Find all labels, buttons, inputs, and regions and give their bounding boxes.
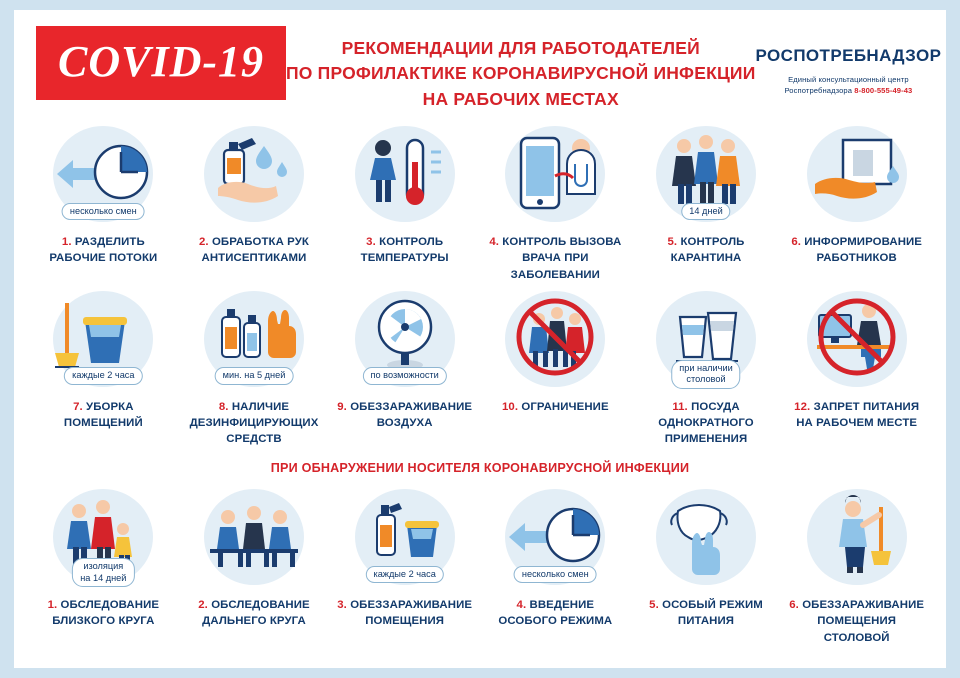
recommendation-item-2-caption: 2. ОБРАБОТКА РУК АНТИСЕПТИКАМИ (199, 236, 309, 265)
recommendation-item-12 (781, 283, 932, 448)
recommendation-item-10-caption: 10. ОГРАНИЧЕНИЕ (501, 400, 609, 413)
poster-header (14, 10, 946, 112)
cleaner-woman-icon-art (797, 485, 917, 589)
org-sub-line-1: Единый консультационный центр (788, 75, 909, 84)
recommendation-item-6-caption: 6. ИНФОРМИРОВАНИЕ РАБОТНИКОВ (791, 236, 922, 265)
recommendation-item-8 (179, 283, 330, 448)
recommendation-item-5-caption: 5. КОНТРОЛЬ КАРАНТИНА (667, 236, 745, 265)
detection-step-item-3 (329, 481, 480, 646)
title-line-2: ПО ПРОФИЛАКТИКЕ КОРОНАВИРУСНОЙ ИНФЕКЦИИ (286, 63, 756, 84)
rospotrebnadzor-block (756, 26, 942, 97)
quarantine-people-icon-art (646, 122, 766, 226)
sanitizer-hand-icon-art (194, 122, 314, 226)
badge-pill: при наличии столовой (671, 360, 741, 389)
poster (14, 10, 946, 668)
recommendation-item-10 (480, 283, 631, 448)
recommendation-item-6 (781, 118, 932, 283)
detection-step-item-1 (28, 481, 179, 646)
meeting-icon-art (194, 485, 314, 589)
section-title: ПРИ ОБНАРУЖЕНИИ НОСИТЕЛЯ КОРОНАВИРУСНОЙ ИНФЕКЦИИ (270, 461, 690, 476)
mask-gloves-icon-art (646, 485, 766, 589)
recommendation-item-12-caption: 12. ЗАПРЕТ ПИТАНИЯ НА РАБОЧЕМ МЕСТЕ (794, 400, 920, 429)
disinfectant-gloves-icon-art (194, 287, 314, 391)
spray-bucket-icon-art (345, 485, 465, 589)
disposable-cups-icon-art (646, 287, 766, 391)
detection-step-item-1-caption: 1. ОБСЛЕДОВАНИЕ БЛИЗКОГО КРУГА (47, 599, 160, 628)
recommendation-item-4 (480, 118, 631, 283)
recommendation-item-2 (179, 118, 330, 283)
recommendation-item-9-caption: 9. ОБЕЗЗАРАЖИВАНИЕ ВОЗДУХА (337, 400, 473, 429)
paper-towel-icon-art (797, 122, 917, 226)
call-doctor-icon-art (495, 122, 615, 226)
recommendation-item-1-caption: 1. РАЗДЕЛИТЬ РАБОЧИЕ ПОТОКИ (49, 236, 158, 265)
recommendation-item-8-caption: 8. НАЛИЧИЕ ДЕЗИНФИЦИРУЮЩИХ СРЕДСТВ (189, 400, 319, 446)
recommendation-item-1 (28, 118, 179, 283)
badge-pill: несколько смен (62, 203, 145, 221)
recommendation-item-3 (329, 118, 480, 283)
badge-pill: по возможности (363, 367, 447, 385)
badge-pill: каждые 2 часа (64, 367, 142, 385)
recommendation-item-9 (329, 283, 480, 448)
family-icon-art (43, 485, 163, 589)
covid-badge: COVID-19 (36, 26, 286, 100)
org-name: РОСПОТРЕБНАДЗОР (755, 46, 942, 65)
recommendation-item-11 (631, 283, 782, 448)
thermometer-icon-art (345, 122, 465, 226)
badge-pill: несколько смен (514, 566, 597, 584)
title-line-3: НА РАБОЧИХ МЕСТАХ (422, 88, 619, 109)
no-gathering-icon-art (495, 287, 615, 391)
recommendation-item-5 (631, 118, 782, 283)
title-line-1: РЕКОМЕНДАЦИИ ДЛЯ РАБОТОДАТЕЛЕЙ (341, 38, 700, 58)
recommendation-item-4-caption: 4. КОНТРОЛЬ ВЫЗОВА ВРАЧА ПРИ ЗАБОЛЕВАНИИ (489, 236, 622, 281)
detection-step-item-6-caption: 6. ОБЕЗЗАРАЖИВАНИЕ ПОМЕЩЕНИЯ СТОЛОВОЙ (789, 599, 925, 644)
detection-step-item-4-caption: 4. ВВЕДЕНИЕ ОСОБОГО РЕЖИМА (498, 599, 613, 628)
detection-step-item-3-caption: 3. ОБЕЗЗАРАЖИВАНИЕ ПОМЕЩЕНИЯ (337, 599, 473, 628)
badge-pill: 14 дней (681, 203, 730, 221)
detection-step-item-4 (480, 481, 631, 646)
detection-steps-grid (14, 481, 946, 646)
recommendations-grid (14, 118, 946, 447)
org-subtitle (756, 74, 942, 97)
recommendation-item-7-caption: 7. УБОРКА ПОМЕЩЕНИЙ (63, 400, 143, 429)
bucket-mop-icon-art (43, 287, 163, 391)
detection-step-item-2 (179, 481, 330, 646)
detection-step-item-2-caption: 2. ОБСЛЕДОВАНИЕ ДАЛЬНЕГО КРУГА (198, 599, 310, 628)
org-sub-line-2: Роспотребнадзора (784, 86, 853, 96)
recommendation-item-3-caption: 3. КОНТРОЛЬ ТЕМПЕРАТУРЫ (360, 236, 449, 265)
org-phone: 8-800-555-49-43 (854, 86, 913, 96)
recommendation-item-11-caption: 11. ПОСУДА ОДНОКРАТНОГО ПРИМЕНЕНИЯ (658, 400, 754, 446)
air-purifier-icon-art (345, 287, 465, 391)
clock-shifts-icon-art (495, 485, 615, 589)
recommendation-item-7 (28, 283, 179, 448)
detection-step-item-5-caption: 5. ОСОБЫЙ РЕЖИМ ПИТАНИЯ (649, 599, 763, 628)
badge-pill: мин. на 5 дней (215, 367, 294, 385)
poster-title (286, 26, 755, 112)
no-eating-desk-icon-art (797, 287, 917, 391)
detection-step-item-6 (781, 481, 932, 646)
clock-shifts-icon-art (43, 122, 163, 226)
detection-step-item-5 (631, 481, 782, 646)
badge-pill: каждые 2 часа (365, 566, 443, 584)
badge-pill: изоляция на 14 дней (72, 558, 134, 587)
